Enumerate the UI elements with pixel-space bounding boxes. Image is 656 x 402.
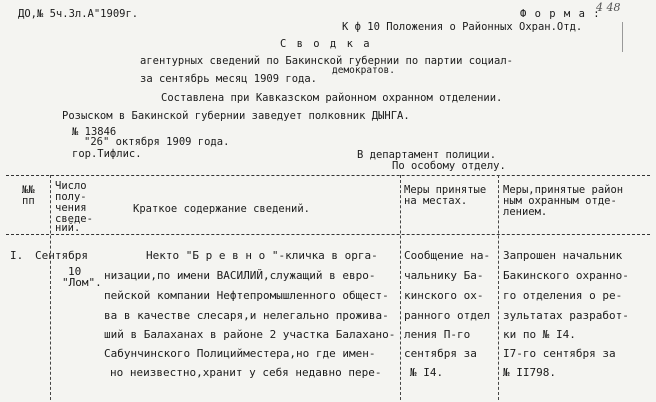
column-divider-2 — [400, 175, 401, 400]
form-label: Ф о р м а : — [520, 8, 601, 20]
document-date: "26" октября 1909 года. — [84, 136, 230, 148]
document-city: гор.Тифлис. — [72, 148, 142, 160]
row-number: I. — [10, 249, 24, 262]
archive-reference: ДО,№ 5ч.3л.А"1909г. — [18, 8, 139, 20]
title-line-2: за сентябрь месяц 1909 года. — [140, 73, 318, 85]
addressee-line-1: В департамент полиции. — [357, 149, 497, 161]
table-header-rule — [6, 234, 650, 235]
title-line-1-continuation: демократов. — [332, 65, 395, 76]
column-divider-3 — [498, 175, 499, 400]
header-col-content: Краткое содержание сведений. — [133, 203, 311, 215]
document-number: № 13846 — [72, 126, 117, 138]
addressee-line-2: По особому отделу. — [392, 160, 506, 172]
compiled-by: Составлена при Кавказском районном охранном отделении. — [161, 92, 503, 104]
investigation-chief: Розыском в Бакинской губернии заведует полковник ДЫНГА. — [62, 110, 410, 122]
table-top-rule — [6, 175, 650, 176]
form-reference: К ф 10 Положения о Районных Охран.Отд. — [342, 21, 583, 33]
margin-mark — [622, 22, 623, 52]
column-divider-1 — [50, 175, 51, 400]
handwritten-page-number: 4 48 — [596, 1, 621, 14]
title-line-1: агентурных сведений по Бакинской губернии по партии социал- — [140, 55, 513, 67]
document-title: С в о д к а — [280, 38, 372, 50]
